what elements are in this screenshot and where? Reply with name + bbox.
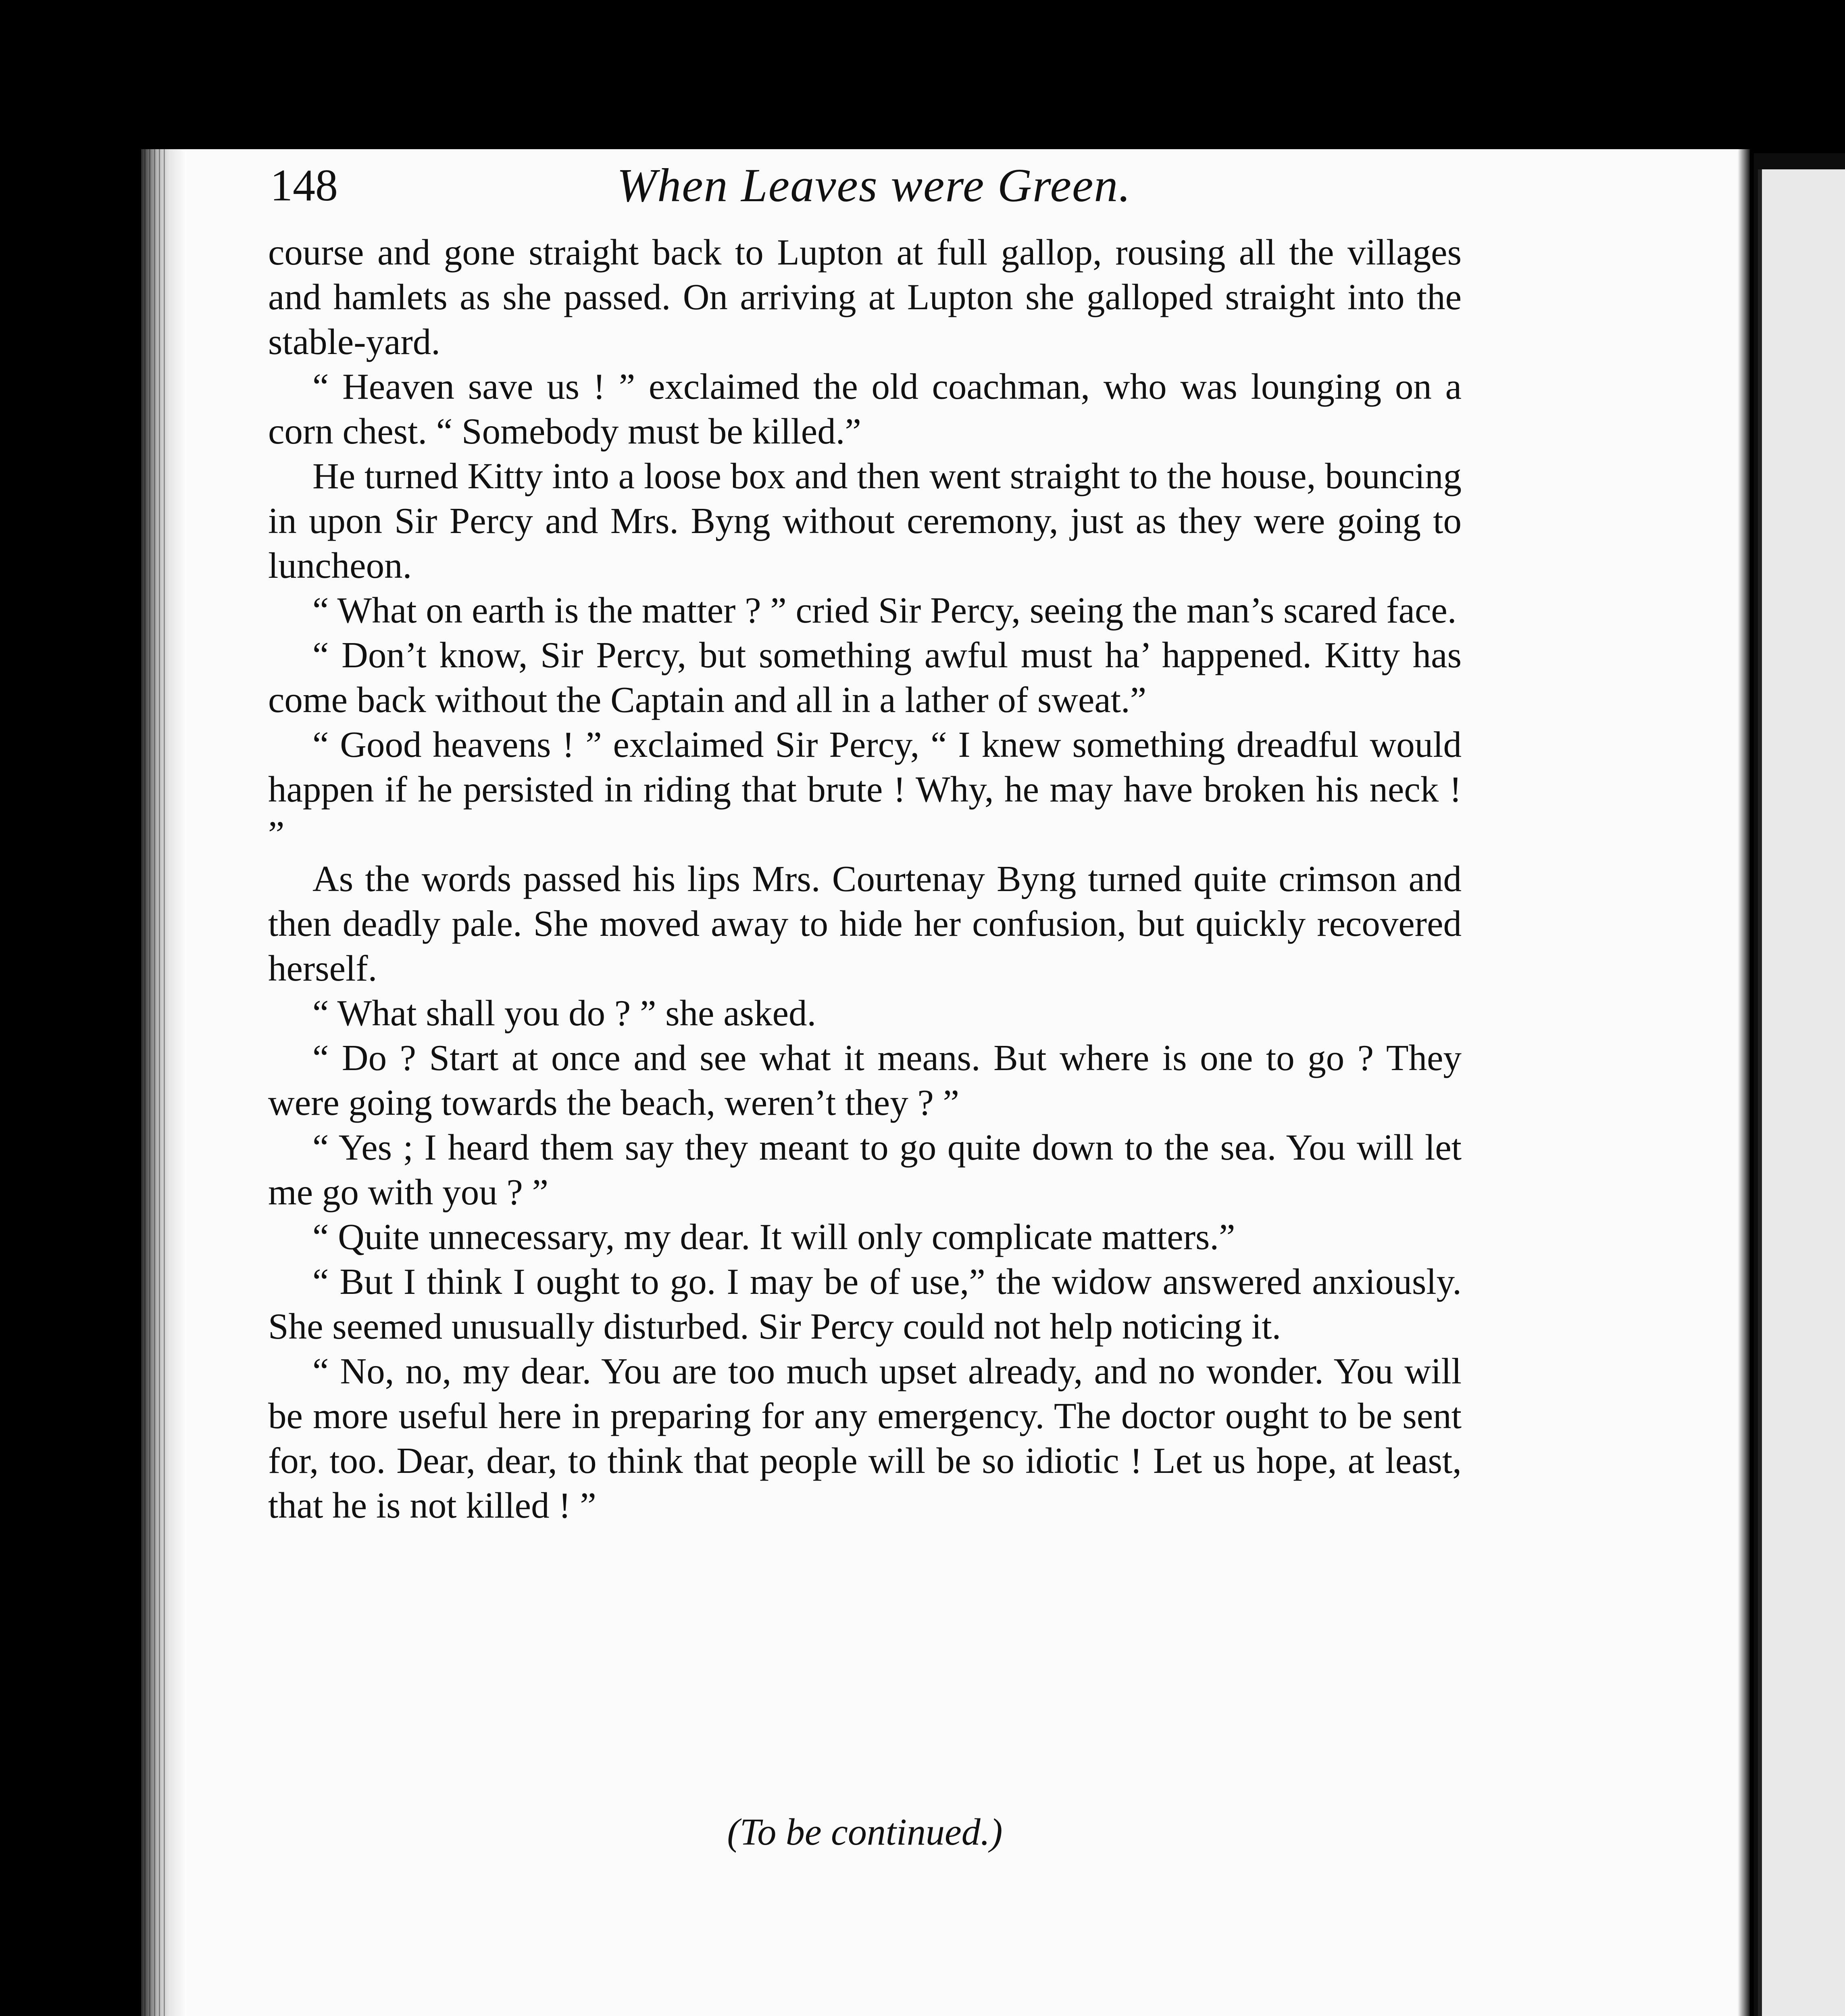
next-page-sliver — [1758, 169, 1845, 2016]
paragraph: “ No, no, my dear. You are too much upset already, and no wonder. You will be more useful here in preparing for any emergency. The doctor ought to be sent for, too. Dear, dear, to think that people will be so idiotic ! Let us hope, at least, that he is not killed ! ” — [268, 1351, 1462, 1526]
paragraph: “ Do ? Start at once and see what it means. But where is one to go ? They were going towards the beach, weren’t they ? ” — [268, 1037, 1462, 1123]
body-text — [268, 230, 1462, 1528]
page-number: 148 — [270, 160, 338, 210]
paragraph: “ What shall you do ? ” she asked. — [312, 993, 816, 1033]
page-gutter-lines — [144, 149, 169, 2016]
paragraph: “ Don’t know, Sir Percy, but something awful must ha’ happened. Kitty has come back without the Captain and all in a lather of sweat.” — [268, 635, 1462, 720]
page-header — [270, 153, 1464, 218]
running-title: When Leaves were Green. — [617, 159, 1131, 212]
paragraph: “ But I think I ought to go. I may be of use,” the widow answered anxiously. She seemed unusually disturbed. Sir Percy could not help noticing it. — [268, 1261, 1462, 1347]
page-right-edge-shadow — [1738, 149, 1750, 2016]
paragraph: “ Quite unnecessary, my dear. It will only complicate matters.” — [312, 1216, 1235, 1257]
paragraph: “ Yes ; I heard them say they meant to go quite down to the sea. You will let me go with you ? ” — [268, 1127, 1462, 1212]
paragraph: He turned Kitty into a loose box and then went straight to the house, bouncing in upon Sir Percy and Mrs. Byng without ceremony, just as they were going to luncheon. — [268, 456, 1462, 586]
paragraph: “ What on earth is the matter ? ” cried Sir Percy, seeing the man’s scared face. — [312, 590, 1457, 631]
paragraph: “ Good heavens ! ” exclaimed Sir Percy, “ I knew something dreadful would happen if he persisted in riding that brute ! Why, he may have broken his neck ! ” — [268, 724, 1462, 854]
to-be-continued-note: (To be continued.) — [727, 1811, 1003, 1853]
paragraph: “ Heaven save us ! ” exclaimed the old coachman, who was lounging on a corn chest. “ Somebody must be killed.” — [268, 366, 1462, 452]
paragraph: course and gone straight back to Lupton at full gallop, rousing all the villages and hamlets as she passed. On arriving at Lupton she galloped straight into the stable-yard. — [268, 232, 1462, 362]
paragraph: As the words passed his lips Mrs. Courtenay Byng turned quite crimson and then deadly pale. She moved away to hide her confusion, but quickly recovered herself. — [268, 858, 1462, 989]
